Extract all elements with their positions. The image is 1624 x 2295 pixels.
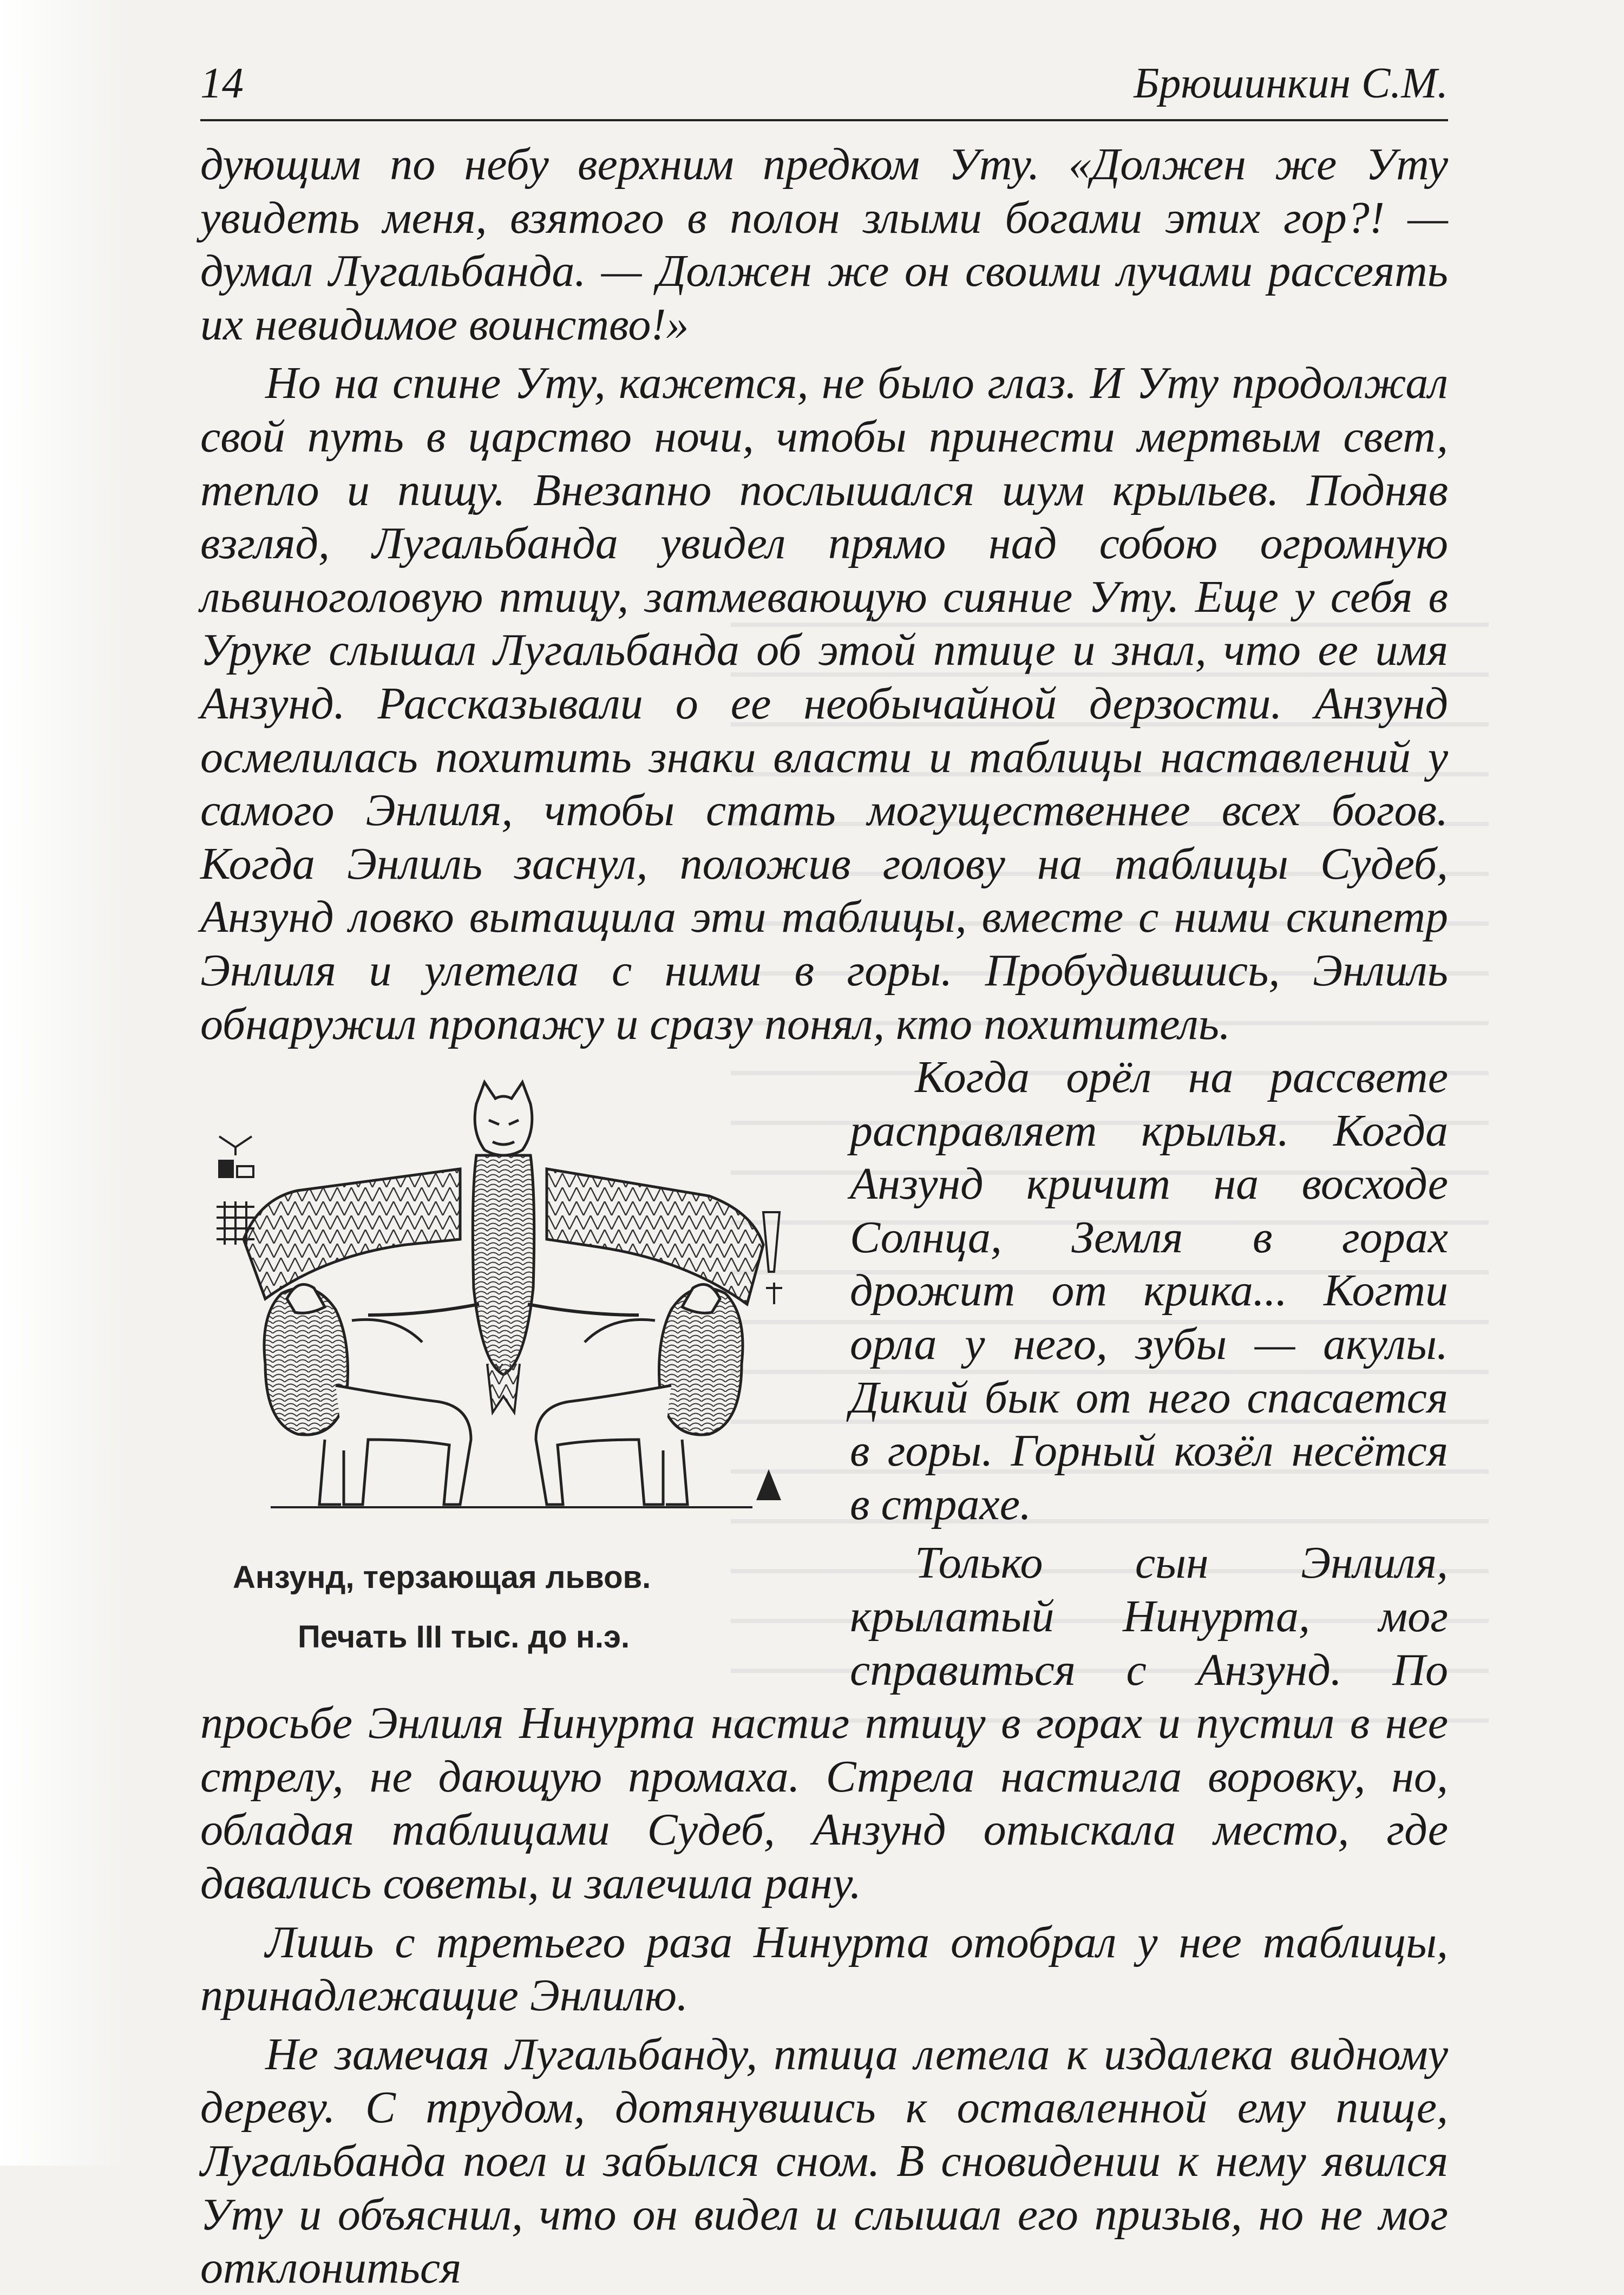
seal-illustration	[189, 1061, 817, 1537]
paragraph-2: Но на спине Уту, кажется, не было глаз. И Уту продолжал свой путь в царство ночи, чтобы принести мертвым свет, тепло и пищу. Внезапно послышался шум крыльев. Подняв взгляд, Лугальбанда увидел прямо над собою огромную львиноголовую птицу, затмевающую сияние Уту. Еще у себя в Уруке слышал Лугальбанда об этой птице и знал, что ее имя Анзунд. Рассказывали о ее необычайной дерзости. Анзунд осмелилась похитить знаки власти и таблицы наставлений у самого Энлиля, чтобы стать могущественнее всех богов. Когда Энлиль заснул, положив голову на таблицы Судеб, Анзунд ловко вытащила эти таблицы, вместе с ними скипетр Энлиля и улетела с ними в горы. Пробудившись, Энлиль обнаружил пропажу и сразу понял, кто похититель.	[200, 358, 1448, 1049]
right-lion	[536, 1284, 743, 1505]
bird-body	[473, 1155, 534, 1375]
paragraph-6: Не замечая Лугальбанду, птица летела к издалека видному дереву. С трудом, дотянувшись к оставленной ему пище, Лугальбанда поел и забылся сном. В сновидении к нему явился Уту и объяснил, что он видел и слышал его призыв, но не мог отклониться	[200, 2029, 1448, 2293]
caption-line-1: Анзунд, терзающая львов.	[233, 1560, 651, 1596]
figure-caption	[233, 1548, 651, 1667]
lion-head	[475, 1082, 532, 1155]
paragraph-1: дующим по небу верхним предком Уту. «Должен же Уту увидеть меня, взятого в полон злыми богами этих гор?! — думал Лугальбанда. — Должен же он своими лучами рассеять их невидимое воинство!»	[200, 139, 1448, 350]
right-wing	[547, 1169, 763, 1304]
paragraph-5: Лишь с третьего раза Нинурта отобрал у нее таблицы, принадлежащие Энлилю.	[200, 1917, 1448, 2021]
page-header	[200, 54, 1448, 121]
left-wing	[244, 1169, 460, 1299]
running-head: Брюшинкин С.М.	[1134, 60, 1448, 107]
paragraph-4: Только сын Энлиля, крылатый Нинурта, мог справиться с Анзунд. По просьбе Энлиля Нинурта настиг птицу в горах и пустил в нее стрелу, не дающую промаха. Стрела настигла воровку, но, обладая таблицами Судеб, Анзунд отыскала место, где давались советы, и залечила рану.	[200, 1538, 1448, 1908]
caption-line-2: Печать III тыс. до н.э.	[298, 1619, 630, 1655]
left-lion	[264, 1284, 471, 1505]
body-text	[200, 138, 1448, 2295]
page-number: 14	[200, 60, 244, 107]
figure-anzud-seal	[189, 1061, 817, 1689]
page-edge	[0, 0, 125, 2166]
bird-tail	[487, 1364, 520, 1413]
paragraph-3: Когда орёл на рассвете расправляет крылья. Когда Анзунд кричит на восходе Солнца, Земля в горах дрожит от крика... Когти орла у него, зубы — акулы. Дикий бык от него спасается в горы. Горный козёл несётся в страхе.	[850, 1052, 1448, 1529]
